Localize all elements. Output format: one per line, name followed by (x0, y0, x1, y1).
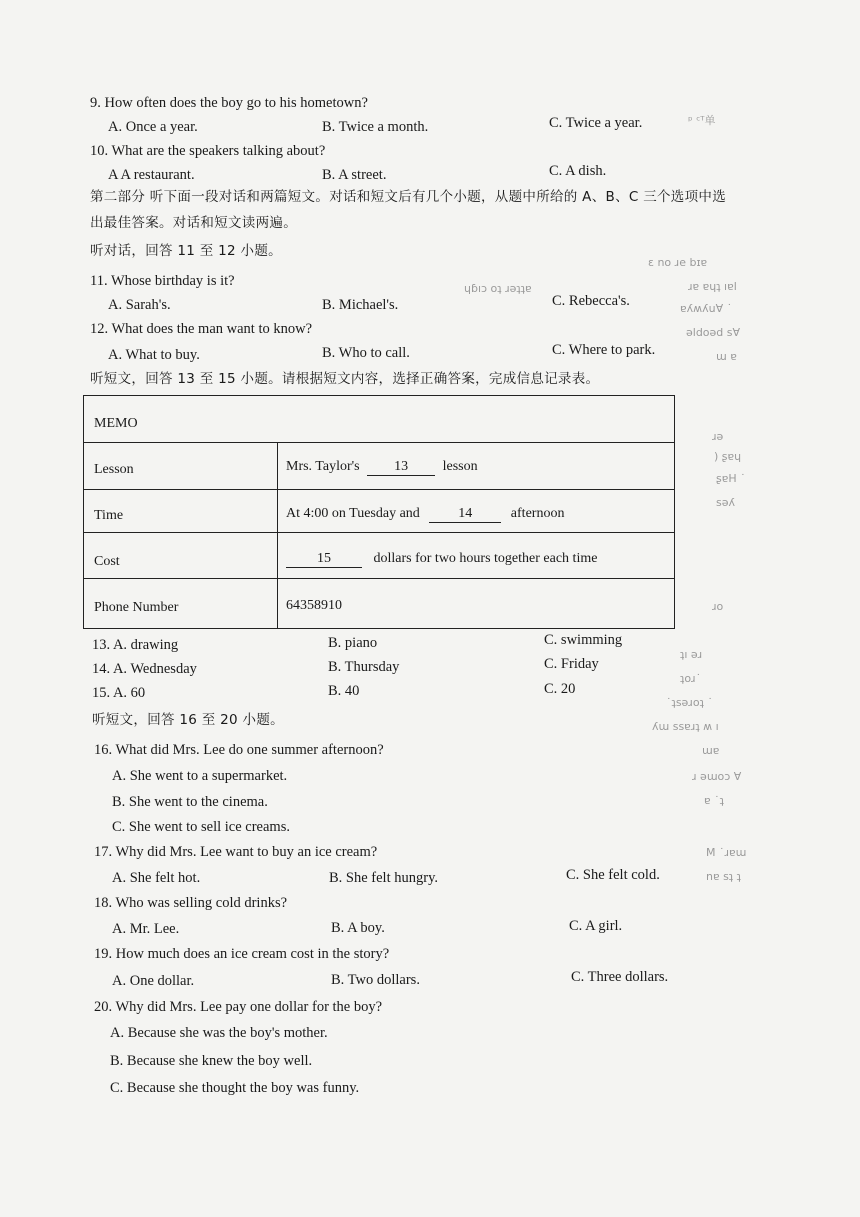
option-13a: 13. A. drawing (92, 637, 179, 653)
question-17: 17. Why did Mrs. Lee want to buy an ice cream? (94, 844, 378, 860)
dialog-intro: 听对话，回答 11 至 12 小题。 (90, 243, 282, 259)
option-16c: C. She went to sell ice creams. (112, 819, 290, 835)
bleed-through-mark: ɛ no ɹe bɪɐ (648, 256, 708, 269)
option-13c: C. swimming (544, 632, 623, 648)
bleed-through-mark: nɐ sʇ ʇ (706, 870, 741, 883)
question-16: 16. What did Mrs. Lee do one summer afternoon? (94, 742, 384, 758)
option-14b: B. Thursday (328, 659, 400, 675)
option-10a: A A restaurant. (108, 167, 195, 183)
bleed-through-mark: ɯ ɐ (716, 350, 737, 363)
option-19c: C. Three dollars. (571, 969, 669, 985)
memo-lesson-post: lesson (442, 459, 478, 474)
memo-time-pre: At 4:00 on Tuesday and (286, 506, 420, 521)
option-12b: B. Who to call. (322, 345, 410, 361)
memo-cost-post: dollars for two hours together each time (373, 551, 598, 566)
option-17a: A. She felt hot. (112, 870, 201, 886)
bleed-through-mark: ʇı ǝɹ (680, 648, 703, 661)
bleed-through-mark: sǝʎ (716, 496, 736, 509)
option-11c: C. Rebecca's. (552, 293, 630, 309)
option-14a: 14. A. Wednesday (92, 661, 197, 677)
memo-cost-value (286, 551, 597, 568)
bleed-through-mark: ʂɐH ˙ (716, 472, 746, 485)
bleed-through-mark: ɹ ǝɯoɔ ∀ (692, 770, 742, 783)
option-18b: B. A boy. (331, 920, 385, 936)
option-20b: B. Because she knew the boy well. (110, 1053, 313, 1069)
option-10c: C. A dish. (549, 163, 607, 179)
bleed-through-mark: ɥɓıɔ oʇ ɹǝʇʇɐ (464, 282, 532, 295)
option-19b: B. Two dollars. (331, 972, 420, 988)
bleed-through-mark: ᵖ ᶜᵀ单 (688, 114, 716, 127)
option-17c: C. She felt cold. (566, 867, 660, 883)
memo-phone-label: Phone Number (94, 600, 179, 615)
question-12: 12. What does the man want to know? (90, 321, 313, 337)
memo-lesson-pre: Mrs. Taylor's (286, 459, 360, 474)
option-20c: C. Because she thought the boy was funny. (110, 1080, 360, 1096)
memo-table (83, 395, 675, 629)
memo-lesson-label: Lesson (94, 462, 134, 477)
option-20a: A. Because she was the boy's mother. (110, 1025, 328, 1041)
option-10b: B. A street. (322, 167, 387, 183)
option-9c: C. Twice a year. (549, 115, 643, 131)
option-19a: A. One dollar. (112, 973, 195, 989)
passage2-intro: 听短文，回答 16 至 20 小题。 (92, 712, 284, 728)
option-16b: B. She went to the cinema. (112, 794, 268, 810)
bleed-through-mark: ɹǝ (712, 430, 724, 443)
question-18: 18. Who was selling cold drinks? (94, 895, 288, 911)
bleed-through-mark: ǝldoǝd s∀ (686, 326, 741, 339)
option-11b: B. Michael's. (322, 297, 399, 313)
memo-cost-label: Cost (94, 554, 120, 569)
memo-time-label: Time (94, 508, 124, 523)
question-9: 9. How often does the boy go to his hometown? (90, 95, 368, 111)
option-15b: B. 40 (328, 683, 360, 699)
blank-14: 14 (429, 506, 501, 523)
option-13b: B. piano (328, 635, 378, 651)
memo-time-value (286, 506, 564, 523)
bleed-through-mark: ) ʂɐɥ (714, 450, 742, 463)
option-16a: A. She went to a supermarket. (112, 768, 288, 784)
memo-column-divider (277, 442, 278, 628)
memo-lesson-value (286, 459, 478, 476)
blank-13: 13 (367, 459, 435, 476)
option-12c: C. Where to park. (552, 342, 656, 358)
bleed-through-mark: ɹɐ ɐɥʇ ıɐl (688, 280, 737, 293)
bleed-through-mark: ɯɐ (702, 744, 720, 757)
option-18a: A. Mr. Lee. (112, 921, 180, 937)
bleed-through-mark: ɐʎʍʎu∀ ˙ (680, 302, 733, 315)
bleed-through-mark: ʇoɹ˙ (680, 672, 702, 685)
bleed-through-mark: ˙ʇsǝɹoʇ ˙ (666, 696, 713, 709)
question-11: 11. Whose birthday is it? (90, 273, 235, 289)
question-10: 10. What are the speakers talking about? (90, 143, 326, 159)
option-15a: 15. A. 60 (92, 685, 146, 701)
bleed-through-mark: M ˙ɹɐɯ (706, 846, 747, 859)
option-14c: C. Friday (544, 656, 599, 672)
option-11a: A. Sarah's. (108, 297, 171, 313)
question-20: 20. Why did Mrs. Lee pay one dollar for the boy? (94, 999, 383, 1015)
blank-15: 15 (286, 551, 362, 568)
option-12a: A. What to buy. (108, 347, 200, 363)
question-19: 19. How much does an ice cream cost in the story? (94, 946, 390, 962)
option-9b: B. Twice a month. (322, 119, 429, 135)
memo-phone-value: 64358910 (286, 598, 342, 613)
part2-instruction-line1: 第二部分 听下面一段对话和两篇短文。对话和短文后有几个小题，从题中所给的 A、B、C 三个选项中选 (90, 189, 726, 205)
bleed-through-mark: ɐ ˙ʇ (704, 794, 724, 807)
option-17b: B. She felt hungry. (329, 870, 439, 886)
option-18c: C. A girl. (569, 918, 623, 934)
bleed-through-mark: ʎɯ ssɐɹʇ ʍ ı (652, 720, 719, 733)
option-15c: C. 20 (544, 681, 576, 697)
option-9a: A. Once a year. (108, 119, 198, 135)
part2-instruction-line2: 出最佳答案。对话和短文读两遍。 (90, 215, 297, 231)
memo-time-post: afternoon (510, 506, 565, 521)
passage1-intro: 听短文，回答 13 至 15 小题。请根据短文内容，选择正确答案，完成信息记录表。 (90, 371, 600, 387)
bleed-through-mark: ɹo (712, 600, 724, 613)
memo-title: MEMO (94, 416, 138, 431)
